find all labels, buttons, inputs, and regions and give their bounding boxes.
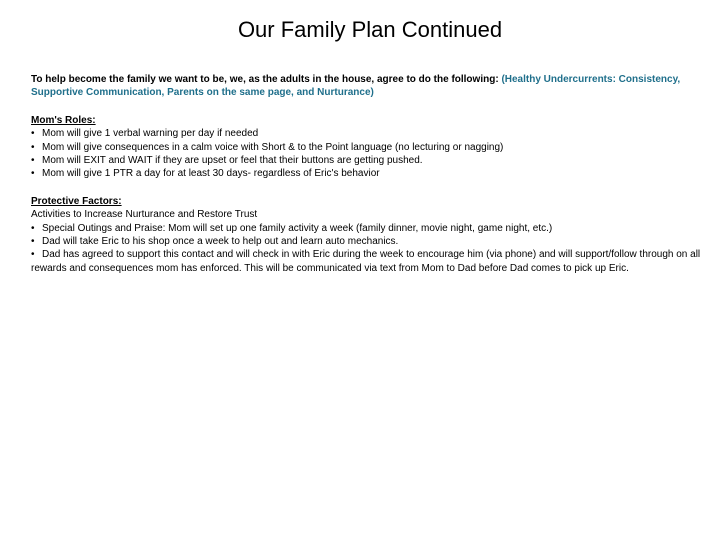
moms-roles-section xyxy=(31,114,701,181)
moms-roles-heading: Mom's Roles: xyxy=(31,114,96,126)
page-title: Our Family Plan Continued xyxy=(237,17,503,42)
intro-paragraph xyxy=(31,73,701,100)
protective-factor-item: • Special Outings and Praise: Mom will set up one family activity a week (family dinner, movie night, game night, etc.) xyxy=(31,222,701,235)
protective-factor-item: • Dad has agreed to support this contact and will check in with Eric during the week to encourage him (via phone) and will support/follow through on all rewards and consequences mom has enforced. This will be communicated via text from Mom to Dad before Dad comes to pick up Eric. xyxy=(31,248,701,275)
moms-role-item: • Mom will give 1 verbal warning per day if needed xyxy=(31,127,701,140)
moms-role-item: • Mom will give consequences in a calm voice with Short & to the Point language (no lecturing or nagging) xyxy=(31,141,701,154)
intro-text: To help become the family we want to be, we, as the adults in the house, agree to do the following: xyxy=(31,74,502,85)
healthy-undercurrents: (Healthy Undercurrents: Consistency, Supportive Communication, Parents on the same page, and Nurturance) xyxy=(31,74,681,99)
plan-body xyxy=(31,73,701,275)
moms-role-item: • Mom will give 1 PTR a day for at least 30 days- regardless of Eric's behavior xyxy=(31,167,701,180)
protective-factors-subheading: Activities to Increase Nurturance and Restore Trust xyxy=(31,209,258,221)
moms-role-item: • Mom will EXIT and WAIT if they are upset or feel that their buttons are getting pushed. xyxy=(31,154,701,167)
protective-factors-section xyxy=(31,195,701,275)
protective-factor-item: • Dad will take Eric to his shop once a week to help out and learn auto mechanics. xyxy=(31,235,701,248)
protective-factors-heading: Protective Factors: xyxy=(31,195,122,207)
